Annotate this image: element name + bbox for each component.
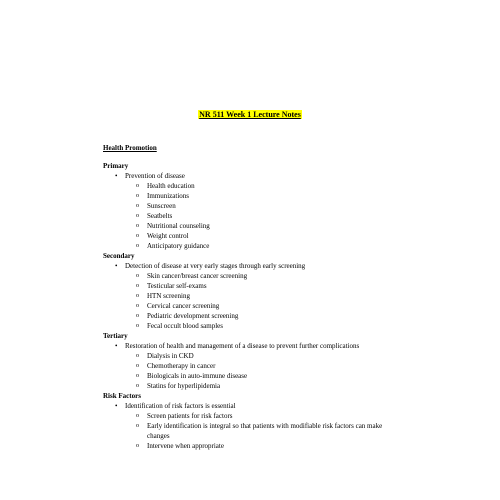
group-secondary	[103, 251, 403, 331]
circle-bullet-icon: o	[136, 293, 139, 299]
group-heading: Primary	[103, 162, 129, 170]
sub-list-item-text: Dialysis in CKD	[147, 352, 194, 360]
group-heading: Tertiary	[103, 332, 128, 340]
bullet-icon: •	[115, 172, 118, 180]
sub-list-item	[125, 211, 403, 221]
sub-list-item	[125, 441, 403, 451]
bullet-list	[103, 341, 403, 391]
sub-list-item-text: Testicular self-exams	[147, 282, 207, 290]
bullet-list	[103, 261, 403, 331]
sub-list-item-text: Cervical cancer screening	[147, 302, 220, 310]
document-title	[0, 110, 500, 120]
list-item-text: Detection of disease at very early stages through early screening	[125, 262, 306, 270]
sub-list-item	[125, 291, 403, 301]
sub-list-item	[125, 221, 403, 231]
sub-list-item	[125, 361, 403, 371]
list-item-text: Prevention of disease	[125, 172, 185, 180]
list-item-text: Identification of risk factors is essential	[125, 402, 236, 410]
sub-list-item	[125, 241, 403, 251]
sub-list-item-text: Nutritional counseling	[147, 222, 210, 230]
bullet-icon: •	[115, 342, 118, 350]
circle-bullet-icon: o	[136, 283, 139, 289]
list-item	[103, 261, 403, 331]
sub-list-item-text: Fecal occult blood samples	[147, 322, 224, 330]
sub-list-item	[125, 181, 403, 191]
bullet-list	[103, 171, 403, 251]
group-heading: Secondary	[103, 252, 135, 260]
sub-list-item-text: Screen patients for risk factors	[147, 412, 233, 420]
document-title-text: NR 511 Week 1 Lecture Notes	[199, 110, 301, 119]
circle-bullet-icon: o	[136, 313, 139, 319]
circle-bullet-icon: o	[136, 373, 139, 379]
sub-list-item	[125, 311, 403, 321]
circle-bullet-icon: o	[136, 413, 139, 419]
section-heading: Health Promotion	[103, 144, 157, 152]
circle-bullet-icon: o	[136, 363, 139, 369]
circle-bullet-icon: o	[136, 303, 139, 309]
circle-bullet-icon: o	[136, 243, 139, 249]
circle-bullet-icon: o	[136, 233, 139, 239]
sub-list-item	[125, 301, 403, 311]
sub-list-item	[125, 381, 403, 391]
sub-list-item-text: Immunizations	[147, 192, 189, 200]
sub-list-item	[125, 421, 403, 441]
sub-list-item	[125, 281, 403, 291]
sub-list-item-text: Chemotherapy in cancer	[147, 362, 216, 370]
sub-list-item	[125, 351, 403, 361]
sub-list-item	[125, 321, 403, 331]
sub-list-item	[125, 411, 403, 421]
sub-list-item-text: Health education	[147, 182, 195, 190]
sub-list-item-text: Statins for hyperlipidemia	[147, 382, 221, 390]
bullet-icon: •	[115, 402, 118, 410]
sub-list-item-text: Weight control	[147, 232, 189, 240]
circle-bullet-icon: o	[136, 273, 139, 279]
list-item-text: Restoration of health and management of a disease to prevent further complications	[125, 342, 360, 350]
sub-list-item-text: HTN screening	[147, 292, 190, 300]
circle-bullet-icon: o	[136, 213, 139, 219]
circle-bullet-icon: o	[136, 183, 139, 189]
sub-bullet-list	[125, 351, 403, 391]
group-risk-factors	[103, 391, 403, 451]
sub-bullet-list	[125, 271, 403, 331]
sub-list-item-text: Intervene when appropriate	[147, 442, 224, 450]
list-item	[103, 171, 403, 251]
sub-list-item-text: Early identification is integral so that patients with modifiable risk factors can make changes	[147, 422, 383, 440]
circle-bullet-icon: o	[136, 423, 139, 429]
sub-list-item	[125, 201, 403, 211]
group-primary	[103, 161, 403, 251]
list-item	[103, 341, 403, 391]
sub-list-item-text: Skin cancer/breast cancer screening	[147, 272, 248, 280]
sub-list-item	[125, 371, 403, 381]
group-tertiary	[103, 331, 403, 391]
sub-list-item-text: Seatbelts	[147, 212, 173, 220]
sub-bullet-list	[125, 411, 403, 451]
sub-list-item-text: Pediatric development screening	[147, 312, 239, 320]
bullet-list	[103, 401, 403, 451]
document-content	[103, 143, 403, 451]
circle-bullet-icon: o	[136, 223, 139, 229]
circle-bullet-icon: o	[136, 323, 139, 329]
list-item	[103, 401, 403, 451]
sub-list-item-text: Biologicals in auto-immune disease	[147, 372, 248, 380]
group-heading: Risk Factors	[103, 392, 141, 400]
bullet-icon: •	[115, 262, 118, 270]
sub-list-item	[125, 231, 403, 241]
circle-bullet-icon: o	[136, 443, 139, 449]
circle-bullet-icon: o	[136, 203, 139, 209]
circle-bullet-icon: o	[136, 193, 139, 199]
sub-list-item-text: Sunscreen	[147, 202, 176, 210]
sub-list-item	[125, 191, 403, 201]
sub-list-item	[125, 271, 403, 281]
sub-list-item-text: Anticipatory guidance	[147, 242, 210, 250]
circle-bullet-icon: o	[136, 383, 139, 389]
sub-bullet-list	[125, 181, 403, 251]
circle-bullet-icon: o	[136, 353, 139, 359]
